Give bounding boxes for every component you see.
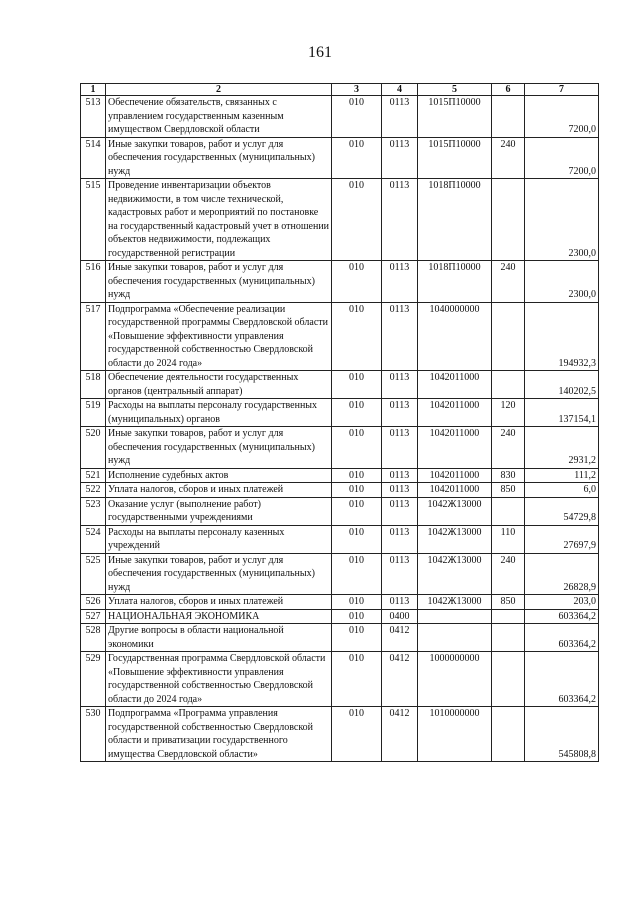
row-name: Подпрограмма «Программа управления государственной собственностью Свердловской области и приватизации государственного имущества Свердловской области»	[106, 707, 332, 762]
row-target-code: 1000000000	[418, 652, 492, 707]
row-target-code: 1042Ж13000	[418, 553, 492, 595]
table-row	[81, 468, 599, 483]
table-row	[81, 483, 599, 498]
row-admin-code: 010	[332, 399, 382, 427]
column-header: 4	[382, 84, 418, 96]
row-target-code	[418, 609, 492, 624]
table-row	[81, 96, 599, 138]
row-amount: 2300,0	[525, 179, 599, 261]
row-amount: 6,0	[525, 483, 599, 498]
row-section-code: 0412	[382, 707, 418, 762]
row-number: 524	[81, 525, 106, 553]
row-number: 521	[81, 468, 106, 483]
row-admin-code: 010	[332, 595, 382, 610]
row-number: 528	[81, 624, 106, 652]
row-number: 522	[81, 483, 106, 498]
table-row	[81, 609, 599, 624]
row-expense-type	[492, 707, 525, 762]
row-admin-code: 010	[332, 179, 382, 261]
row-admin-code: 010	[332, 96, 382, 138]
row-admin-code: 010	[332, 483, 382, 498]
row-target-code: 1042Ж13000	[418, 525, 492, 553]
row-expense-type	[492, 652, 525, 707]
row-target-code: 1042011000	[418, 371, 492, 399]
row-amount: 545808,8	[525, 707, 599, 762]
row-expense-type: 240	[492, 137, 525, 179]
row-admin-code: 010	[332, 497, 382, 525]
table-row	[81, 707, 599, 762]
budget-table	[80, 83, 599, 762]
row-expense-type: 240	[492, 553, 525, 595]
row-number: 527	[81, 609, 106, 624]
row-section-code: 0113	[382, 483, 418, 498]
row-name: Оказание услуг (выполнение работ) государственными учреждениями	[106, 497, 332, 525]
row-number: 519	[81, 399, 106, 427]
row-admin-code: 010	[332, 707, 382, 762]
row-number: 515	[81, 179, 106, 261]
row-name: Расходы на выплаты персоналу государственных (муниципальных) органов	[106, 399, 332, 427]
row-section-code: 0113	[382, 179, 418, 261]
row-number: 523	[81, 497, 106, 525]
row-name: Иные закупки товаров, работ и услуг для обеспечения государственных (муниципальных) нужд	[106, 427, 332, 469]
row-name: Иные закупки товаров, работ и услуг для обеспечения государственных (муниципальных) нужд	[106, 553, 332, 595]
row-target-code: 1010000000	[418, 707, 492, 762]
row-section-code: 0113	[382, 399, 418, 427]
row-target-code	[418, 624, 492, 652]
row-admin-code: 010	[332, 553, 382, 595]
table-header-row	[81, 84, 599, 96]
row-amount: 603364,2	[525, 609, 599, 624]
row-number: 525	[81, 553, 106, 595]
row-name: Подпрограмма «Обеспечение реализации государственной программы Свердловской области «Повышение эффективности управления государственной собственностью Свердловской области до 2024 года»	[106, 302, 332, 371]
row-section-code: 0113	[382, 553, 418, 595]
row-name: Обеспечение деятельности государственных органов (центральный аппарат)	[106, 371, 332, 399]
row-expense-type	[492, 624, 525, 652]
row-expense-type	[492, 96, 525, 138]
row-admin-code: 010	[332, 624, 382, 652]
table-row	[81, 137, 599, 179]
row-admin-code: 010	[332, 302, 382, 371]
row-section-code: 0113	[382, 302, 418, 371]
row-name: НАЦИОНАЛЬНАЯ ЭКОНОМИКА	[106, 609, 332, 624]
row-amount: 27697,9	[525, 525, 599, 553]
table-row	[81, 179, 599, 261]
row-amount: 603364,2	[525, 652, 599, 707]
row-admin-code: 010	[332, 652, 382, 707]
row-amount: 603364,2	[525, 624, 599, 652]
row-section-code: 0113	[382, 371, 418, 399]
row-amount: 7200,0	[525, 96, 599, 138]
row-number: 520	[81, 427, 106, 469]
row-expense-type	[492, 371, 525, 399]
row-expense-type: 850	[492, 483, 525, 498]
row-expense-type	[492, 497, 525, 525]
row-expense-type: 830	[492, 468, 525, 483]
row-admin-code: 010	[332, 525, 382, 553]
column-header: 5	[418, 84, 492, 96]
row-amount: 54729,8	[525, 497, 599, 525]
row-amount: 137154,1	[525, 399, 599, 427]
row-admin-code: 010	[332, 427, 382, 469]
row-admin-code: 010	[332, 371, 382, 399]
row-amount: 140202,5	[525, 371, 599, 399]
table-row	[81, 595, 599, 610]
row-number: 518	[81, 371, 106, 399]
table-row	[81, 261, 599, 303]
row-name: Государственная программа Свердловской области «Повышение эффективности управления государственной собственностью Свердловской области до 2024 года»	[106, 652, 332, 707]
row-expense-type: 110	[492, 525, 525, 553]
row-target-code: 1042011000	[418, 427, 492, 469]
table-row	[81, 525, 599, 553]
row-target-code: 1042Ж13000	[418, 497, 492, 525]
row-number: 516	[81, 261, 106, 303]
row-name: Расходы на выплаты персоналу казенных учреждений	[106, 525, 332, 553]
page-number: 161	[308, 44, 332, 61]
row-admin-code: 010	[332, 468, 382, 483]
row-section-code: 0113	[382, 137, 418, 179]
row-amount: 26828,9	[525, 553, 599, 595]
row-expense-type: 240	[492, 261, 525, 303]
row-number: 517	[81, 302, 106, 371]
row-section-code: 0113	[382, 96, 418, 138]
row-name: Проведение инвентаризации объектов недвижимости, в том числе технической, кадастровых работ и мероприятий по постановке на государственный кадастровый учет в отношении объектов недвижимости, подлежащих государственной регистрации	[106, 179, 332, 261]
column-header: 6	[492, 84, 525, 96]
row-section-code: 0412	[382, 652, 418, 707]
row-name: Иные закупки товаров, работ и услуг для обеспечения государственных (муниципальных) нужд	[106, 261, 332, 303]
row-target-code: 1015П10000	[418, 96, 492, 138]
row-section-code: 0113	[382, 595, 418, 610]
column-header: 3	[332, 84, 382, 96]
row-expense-type: 240	[492, 427, 525, 469]
table-row	[81, 497, 599, 525]
table-body	[81, 96, 599, 762]
row-target-code: 1042011000	[418, 399, 492, 427]
table-row	[81, 553, 599, 595]
row-section-code: 0113	[382, 427, 418, 469]
row-expense-type	[492, 302, 525, 371]
row-admin-code: 010	[332, 137, 382, 179]
table-row	[81, 652, 599, 707]
table-row	[81, 302, 599, 371]
row-section-code: 0400	[382, 609, 418, 624]
row-number: 526	[81, 595, 106, 610]
table-row	[81, 624, 599, 652]
row-amount: 203,0	[525, 595, 599, 610]
row-amount: 111,2	[525, 468, 599, 483]
row-amount: 194932,3	[525, 302, 599, 371]
row-expense-type: 850	[492, 595, 525, 610]
row-name: Иные закупки товаров, работ и услуг для обеспечения государственных (муниципальных) нужд	[106, 137, 332, 179]
row-expense-type	[492, 609, 525, 624]
column-header: 7	[525, 84, 599, 96]
row-amount: 7200,0	[525, 137, 599, 179]
row-name: Обеспечение обязательств, связанных с управлением государственным казенным имуществом Свердловской области	[106, 96, 332, 138]
row-amount: 2300,0	[525, 261, 599, 303]
row-target-code: 1018П10000	[418, 179, 492, 261]
row-section-code: 0113	[382, 261, 418, 303]
row-expense-type	[492, 179, 525, 261]
column-header: 2	[106, 84, 332, 96]
row-section-code: 0113	[382, 497, 418, 525]
row-section-code: 0412	[382, 624, 418, 652]
row-admin-code: 010	[332, 609, 382, 624]
column-header: 1	[81, 84, 106, 96]
row-target-code: 1040000000	[418, 302, 492, 371]
row-target-code: 1042011000	[418, 468, 492, 483]
row-admin-code: 010	[332, 261, 382, 303]
row-target-code: 1018П10000	[418, 261, 492, 303]
row-section-code: 0113	[382, 525, 418, 553]
row-amount: 2931,2	[525, 427, 599, 469]
table-row	[81, 399, 599, 427]
row-name: Исполнение судебных актов	[106, 468, 332, 483]
row-name: Уплата налогов, сборов и иных платежей	[106, 483, 332, 498]
table-row	[81, 371, 599, 399]
row-number: 513	[81, 96, 106, 138]
table-row	[81, 427, 599, 469]
row-section-code: 0113	[382, 468, 418, 483]
row-name: Другие вопросы в области национальной экономики	[106, 624, 332, 652]
row-target-code: 1042011000	[418, 483, 492, 498]
row-number: 529	[81, 652, 106, 707]
row-number: 514	[81, 137, 106, 179]
row-number: 530	[81, 707, 106, 762]
row-name: Уплата налогов, сборов и иных платежей	[106, 595, 332, 610]
row-target-code: 1042Ж13000	[418, 595, 492, 610]
row-target-code: 1015П10000	[418, 137, 492, 179]
row-expense-type: 120	[492, 399, 525, 427]
